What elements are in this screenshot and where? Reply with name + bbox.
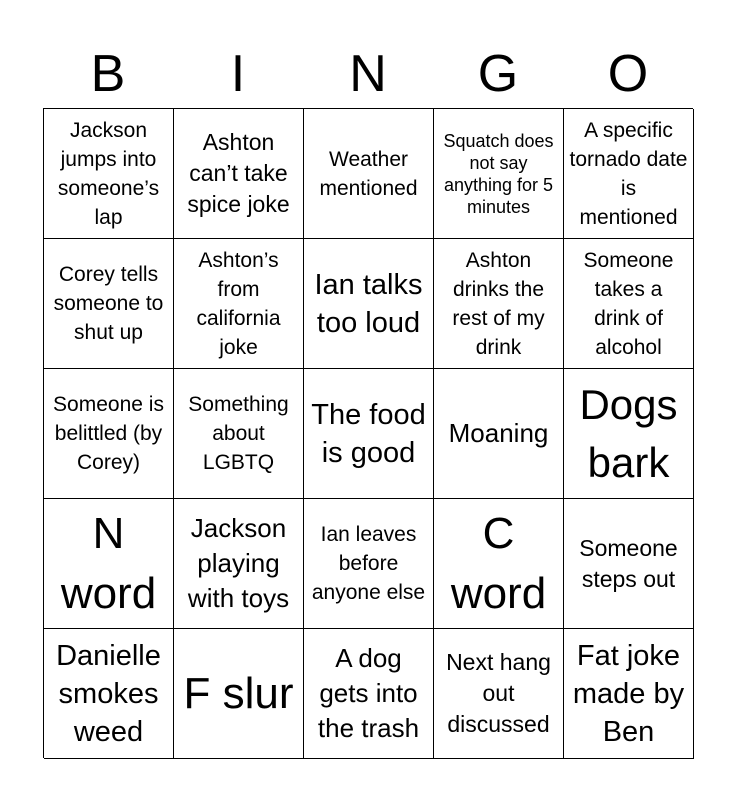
bingo-grid bbox=[43, 108, 693, 758]
bingo-cell[interactable]: Someone takes a drink of alcohol bbox=[564, 239, 694, 369]
bingo-cell[interactable]: Fat joke made by Ben bbox=[564, 629, 694, 759]
bingo-cell[interactable]: A specific tornado date is mentioned bbox=[564, 109, 694, 239]
header-letter-i: I bbox=[230, 45, 246, 103]
header-letter-o: O bbox=[607, 45, 649, 103]
header-letter-g: G bbox=[477, 45, 519, 103]
bingo-cell[interactable]: The food is good bbox=[304, 369, 434, 499]
bingo-cell[interactable]: A dog gets into the trash bbox=[304, 629, 434, 759]
bingo-cell[interactable]: C word bbox=[434, 499, 564, 629]
bingo-cell[interactable]: Jackson jumps into someone’s lap bbox=[44, 109, 174, 239]
bingo-cell[interactable]: Ashton drinks the rest of my drink bbox=[434, 239, 564, 369]
header-letter-n: N bbox=[349, 45, 387, 103]
bingo-cell[interactable]: N word bbox=[44, 499, 174, 629]
bingo-cell[interactable]: Squatch does not say anything for 5 minutes bbox=[434, 109, 564, 239]
bingo-cell[interactable]: Someone steps out bbox=[564, 499, 694, 629]
bingo-cell[interactable]: Ashton can’t take spice joke bbox=[174, 109, 304, 239]
bingo-cell[interactable]: Corey tells someone to shut up bbox=[44, 239, 174, 369]
bingo-cell[interactable]: Dogs bark bbox=[564, 369, 694, 499]
header-letter-b: B bbox=[90, 45, 126, 103]
bingo-cell[interactable]: Ashton’s from california joke bbox=[174, 239, 304, 369]
bingo-cell[interactable]: Ian talks too loud bbox=[304, 239, 434, 369]
bingo-cell[interactable]: Ian leaves before anyone else bbox=[304, 499, 434, 629]
bingo-cell[interactable]: Jackson playing with toys bbox=[174, 499, 304, 629]
bingo-cell[interactable]: F slur bbox=[174, 629, 304, 759]
bingo-cell[interactable]: Moaning bbox=[434, 369, 564, 499]
bingo-cell[interactable]: Danielle smokes weed bbox=[44, 629, 174, 759]
bingo-header bbox=[43, 40, 693, 108]
bingo-cell[interactable]: Next hang out discussed bbox=[434, 629, 564, 759]
bingo-cell[interactable]: Weather mentioned bbox=[304, 109, 434, 239]
bingo-cell[interactable]: Someone is belittled (by Corey) bbox=[44, 369, 174, 499]
bingo-cell[interactable]: Something about LGBTQ bbox=[174, 369, 304, 499]
